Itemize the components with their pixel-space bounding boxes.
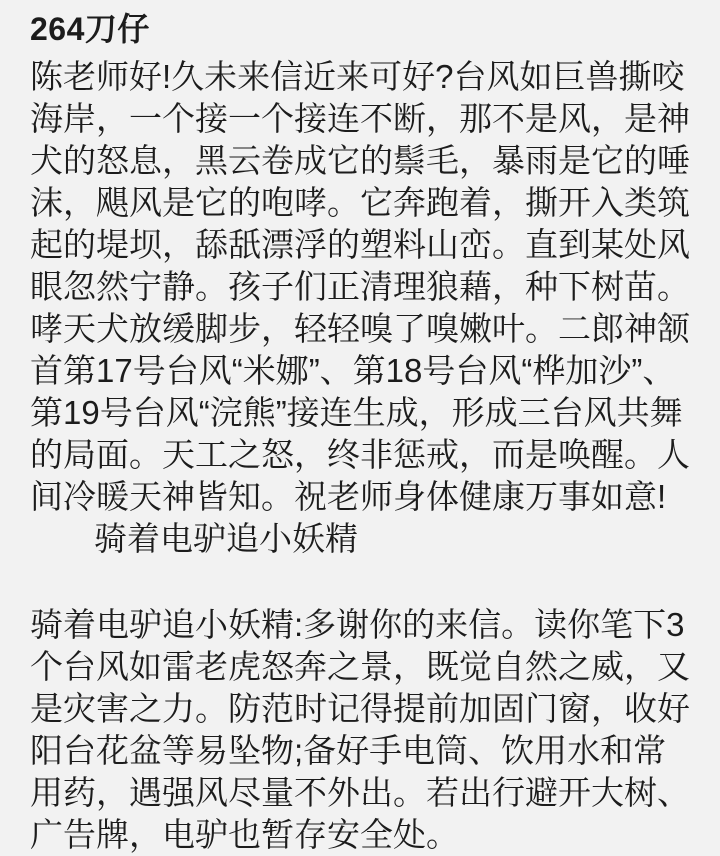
letter-signature: 骑着电驴追小妖精 xyxy=(94,520,358,557)
letter-body: 陈老师好!久未来信近来可好?台风如巨兽撕咬海岸，一个接一个接连不断，那不是风，是神犬的怒息，黑云卷成它的鬃毛，暴雨是它的唾沫，飓风是它的咆哮。它奔跑着，撕开入类筑起的堤坝，舔舐漂浮的塑料山峦。直到某处风眼忽然宁静。孩子们正清理狼藉，种下树苗。哮天犬放缓脚步，轻轻嗅了嗅嫩叶。二郎神颔首第17号台风“米娜”、第18号台风“桦加沙”、第19号台风“浣熊”接连生成，形成三台风共舞的局面。天工之怒，终非惩戒，而是唤醒。人间冷暖天神皆知。祝老师身体健康万事如意! xyxy=(30,58,690,515)
reply-colon: : xyxy=(294,606,304,643)
reply-paragraph xyxy=(30,604,690,856)
reply-author: 骑着电驴追小妖精 xyxy=(30,606,294,643)
page-title: 264刀仔 xyxy=(30,11,150,47)
signature-spacer xyxy=(30,549,94,550)
reply-body: 多谢你的来信。读你笔下3个台风如雷老虎怒奔之景，既觉自然之威，又是灾害之力。防范时记得提前加固门窗，收好阳台花盆等易坠物;备好手电筒、饮用水和常用药，遇强风尽量不外出。若出行避开大树、广告牌，电驴也暂存安全处。 xyxy=(30,606,690,853)
letter-paragraph xyxy=(30,56,690,560)
